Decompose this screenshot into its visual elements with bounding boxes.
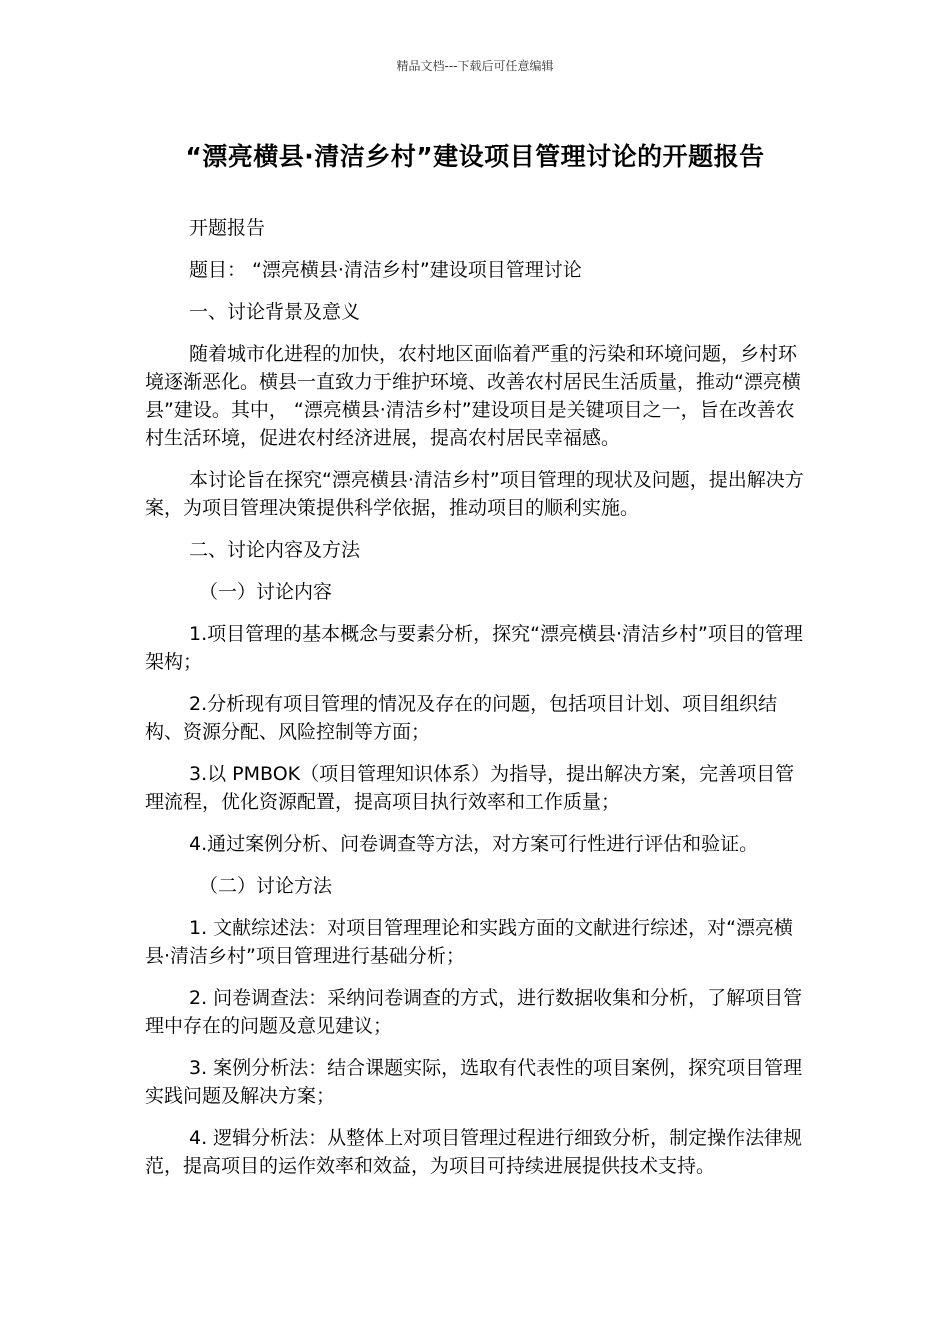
document-title: “漂亮横县·清洁乡村”建设项目管理讨论的开题报告 — [185, 142, 765, 171]
page-header: 精品文档---下载后可任意编辑 — [396, 59, 554, 73]
method-item-2: 2. 问卷调查法：采纳问卷调查的方式，进行数据收集和分析，了解项目管理中存在的问题及意见建议； — [145, 987, 803, 1037]
content-item-1: 1.项目管理的基本概念与要素分析，探究“漂亮横县·清洁乡村”项目的管理架构； — [145, 623, 803, 673]
method-item-3: 3. 案例分析法：结合课题实际，选取有代表性的项目案例，探究项目管理实践问题及解决方案； — [145, 1057, 803, 1107]
document-body — [145, 214, 810, 1194]
section-heading-2: 二、讨论内容及方法 — [189, 539, 361, 561]
subsection-heading-methods: （二）讨论方法 — [199, 875, 333, 897]
topic-line: 题目： “漂亮横县·清洁乡村”建设项目管理讨论 — [189, 259, 582, 281]
method-item-1: 1. 文献综述法：对项目管理理论和实践方面的文献进行综述，对“漂亮横县·清洁乡村”项目管理进行基础分析； — [145, 917, 794, 967]
content-item-4: 4.通过案例分析、问卷调查等方法，对方案可行性进行评估和验证。 — [189, 833, 759, 855]
content-item-2: 2.分析现有项目管理的情况及存在的问题，包括项目计划、项目组织结构、资源分配、风险控制等方面； — [145, 693, 778, 743]
purpose-paragraph: 本讨论旨在探究“漂亮横县·清洁乡村”项目管理的现状及问题，提出解决方案，为项目管理决策提供科学依据，推动项目的顺利实施。 — [145, 469, 804, 519]
section-heading-1: 一、讨论背景及意义 — [189, 301, 361, 323]
method-item-4: 4. 逻辑分析法：从整体上对项目管理过程进行细致分析，制定操作法律规范，提高项目的运作效率和效益，为项目可持续进展提供技术支持。 — [145, 1127, 803, 1177]
subsection-heading-content: （一）讨论内容 — [199, 581, 333, 603]
content-item-3: 3.以 PMBOK（项目管理知识体系）为指导，提出解决方案，完善项目管理流程，优化资源配置，提高项目执行效率和工作质量； — [145, 763, 795, 813]
report-label: 开题报告 — [189, 217, 266, 239]
background-paragraph: 随着城市化进程的加快，农村地区面临着严重的污染和环境问题，乡村环境逐渐恶化。横县一直致力于维护环境、改善农村居民生活质量，推动“漂亮横县”建设。其中， “漂亮横县·清洁乡村”建设项目是关键项目之一，旨在改善农村生活环境，促进农村经济进展，提高农村居民幸福感。 — [145, 343, 801, 449]
